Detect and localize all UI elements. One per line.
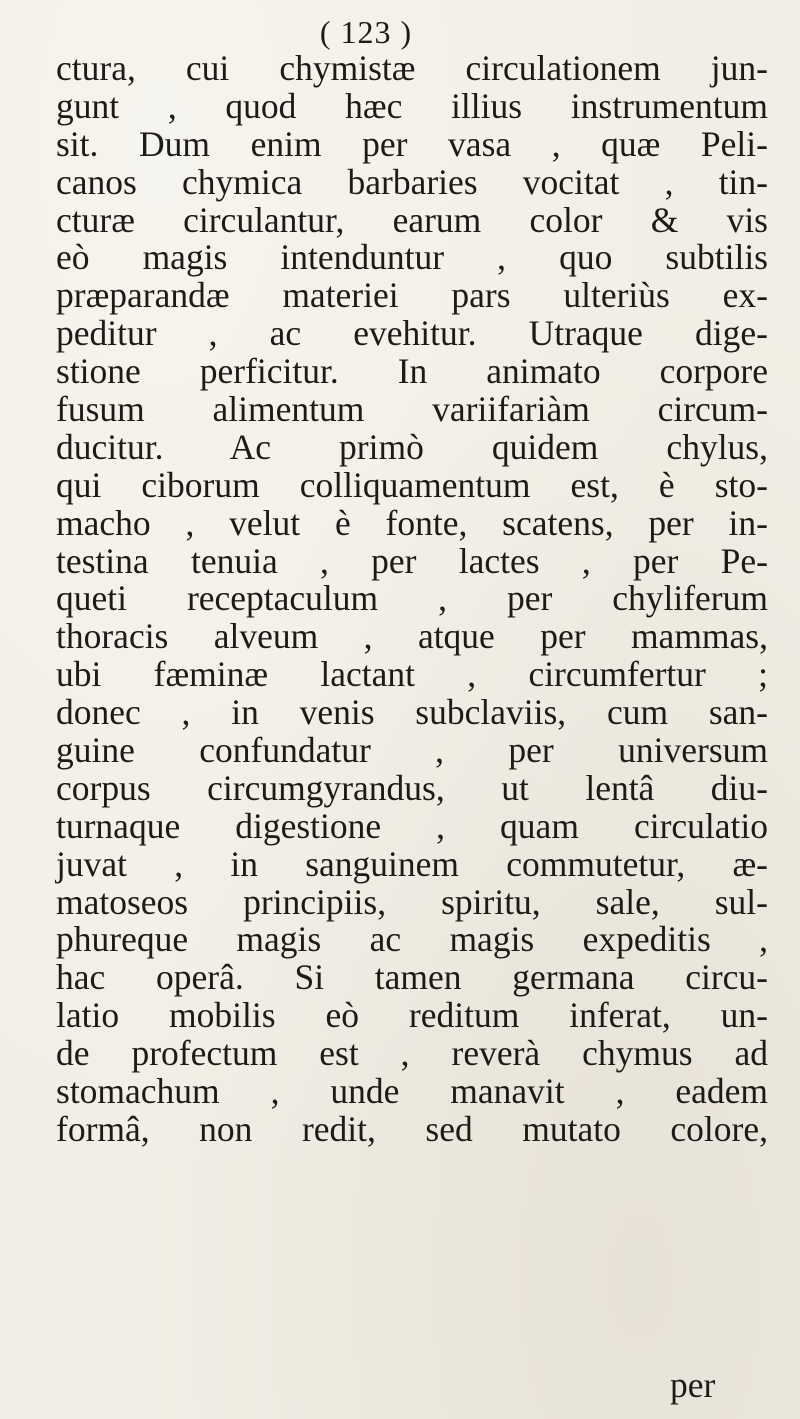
text-line: donec , in venis subclaviis, cum san-: [56, 692, 768, 733]
text-line: testina tenuia , per lactes , per Pe-: [56, 540, 768, 581]
text-line: peditur , ac evehitur. Utraque dige-: [56, 313, 768, 354]
text-line: stione perficitur. In animato corpore: [56, 351, 768, 392]
text-line: ctura, cui chymistæ circulationem jun-: [56, 48, 768, 88]
text-line: matoseos principiis, spiritu, sale, sul-: [56, 881, 768, 922]
text-line: corpus circumgyrandus, ut lentâ diu-: [56, 767, 768, 808]
text-line: cturæ circulantur, earum color & vis: [56, 199, 768, 240]
text-line: ducitur. Ac primò quidem chylus,: [56, 426, 768, 467]
text-line: turnaque digestione , quam circulatio: [56, 805, 768, 846]
text-line: queti receptaculum , per chyliferum: [56, 578, 768, 619]
text-line: guine confundatur , per universum: [56, 730, 768, 771]
text-line: gunt , quod hæc illius instrumentum: [56, 85, 768, 126]
text-line: præparandæ materiei pars ulteriùs ex-: [56, 275, 768, 316]
text-line: juvat , in sanguinem commutetur, æ-: [56, 843, 768, 884]
text-line: thoracis alveum , atque per mammas,: [56, 616, 768, 657]
catchword: per: [670, 1365, 716, 1405]
body-text: [56, 50, 768, 1149]
text-line: formâ, non redit, sed mutato colore,: [56, 1108, 768, 1149]
text-line: eò magis intenduntur , quo subtilis: [56, 237, 768, 278]
text-line: macho , velut è fonte, scatens, per in-: [56, 502, 768, 543]
text-line: de profectum est , reverà chymus ad: [56, 1033, 768, 1074]
text-line: sit. Dum enim per vasa , quæ Peli-: [56, 123, 768, 164]
text-line: canos chymica barbaries vocitat , tin-: [56, 161, 768, 202]
text-line: stomachum , unde manavit , eadem: [56, 1071, 768, 1112]
text-line: ubi fæminæ lactant , circumfertur ;: [56, 654, 768, 695]
page-number: ( 123 ): [319, 14, 413, 50]
text-line: hac operâ. Si tamen germana circu-: [56, 957, 768, 998]
text-line: phureque magis ac magis expeditis ,: [56, 919, 768, 960]
text-line: qui ciborum colliquamentum est, è sto-: [56, 464, 768, 505]
text-line: latio mobilis eò reditum inferat, un-: [56, 995, 768, 1036]
text-line: fusum alimentum variifariàm circum-: [56, 389, 768, 430]
